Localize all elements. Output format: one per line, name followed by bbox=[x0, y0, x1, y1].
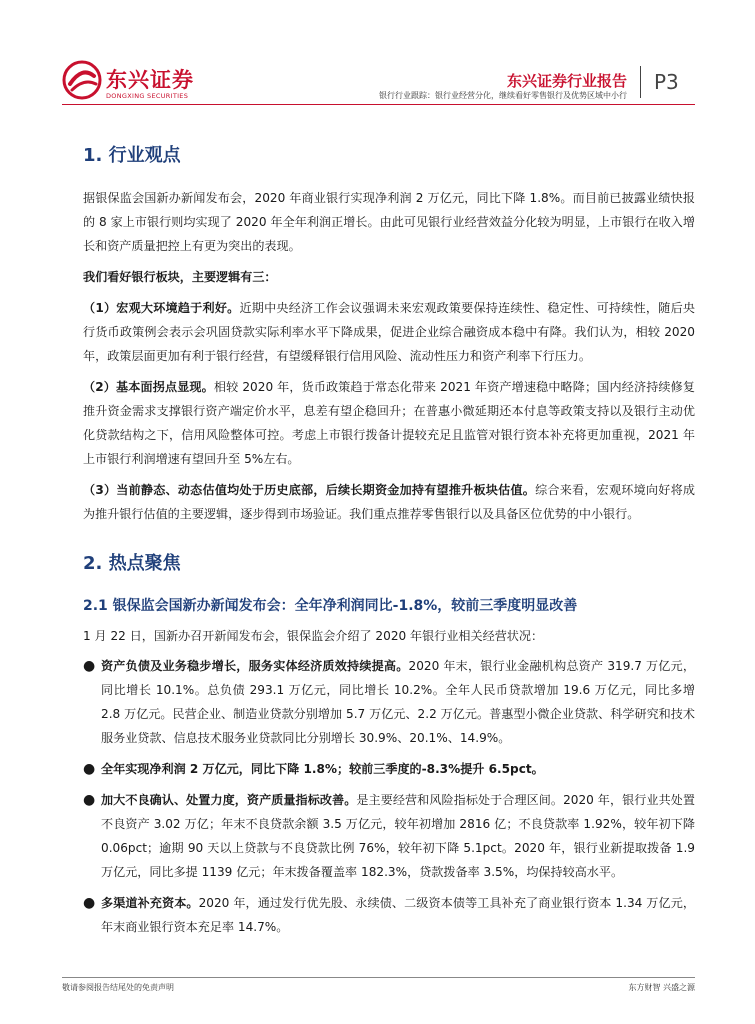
list-item bbox=[83, 654, 695, 750]
section-2-1-title: 2.1 银保监会国新办新闻发布会：全年净利润同比-1.8%，较前三季度明显改善 bbox=[83, 598, 578, 614]
logo-text-cn: 东兴证券 bbox=[106, 68, 194, 92]
point-1 bbox=[83, 296, 695, 368]
section-1-intro: 据银保监会国新办新闻发布会，2020 年商业银行实现净利润 2 万亿元，同比下降 1.8%。而目前已披露业绩快报的 8 家上市银行则均实现了 2020 年全年利润正增长。由此可见银行业经营效益分化较为明显，上市银行在收入增长和资产质量把控上有更为突出的表现。 bbox=[83, 191, 695, 253]
logo-mark-icon bbox=[62, 60, 102, 100]
bullet-2-head: 全年实现净利润 2 万亿元，同比下降 1.8%；较前三季度的-8.3%提升 6.5pct。 bbox=[101, 762, 544, 776]
company-logo bbox=[62, 60, 242, 106]
header-rule bbox=[62, 104, 695, 105]
page-header bbox=[0, 0, 755, 118]
point-2 bbox=[83, 375, 695, 471]
list-item bbox=[83, 891, 695, 939]
header-divider bbox=[640, 66, 641, 98]
point-1-body: 近期中央经济工作会议强调未来宏观政策要保持连续性、稳定性、可持续性，随后央行货币政策例会表示会巩固贷款实际利率水平下降成果，促进企业综合融资成本稳中有降。我们认为，相较 2020 年，政策层面更加有利于银行经营，有望缓释银行信用风险、流动性压力和资产利率下行压力。 bbox=[83, 301, 695, 363]
main-content bbox=[83, 140, 695, 939]
point-2-body: 相较 2020 年，货币政策趋于常态化带来 2021 年资产增速稳中略降；国内经济持续修复推升资金需求支撑银行资产端定价水平，息差有望企稳回升；在普惠小微延期还本付息等政策支持以及银行主动优化贷款结构之下，信用风险整体可控。考虑上市银行拨备计提较充足且监管对银行资本补充将更加重视，2021 年上市银行利润增速有望回升至 5%左右。 bbox=[83, 380, 695, 466]
footer-disclaimer: 敬请参阅报告结尾处的免责声明 bbox=[62, 983, 174, 992]
bullet-4-head: 多渠道补充资本。 bbox=[101, 896, 199, 910]
bullet-1-body: 2020 年末，银行业金融机构总资产 319.7 万亿元，同比增长 10.1%。总负债 293.1 万亿元，同比增长 10.2%。全年人民币贷款增加 19.6 万亿元，同比多增 2.8 万亿元。民营企业、制造业贷款分别增加 5.7 万亿元、2.2 万亿元。普惠型小微企业贷款、科学研究和技术服务业贷款、信息技术服务业贷款同比分别增长 30.9%、20.1%、14.9%。 bbox=[101, 659, 695, 745]
section-2-intro: 1 月 22 日，国新办召开新闻发布会，银保监会介绍了 2020 年银行业相关经营状况： bbox=[83, 629, 544, 643]
bullet-icon: ● bbox=[83, 761, 96, 777]
page-number: P3 bbox=[654, 70, 679, 94]
point-2-head: （2）基本面拐点显现。 bbox=[83, 380, 214, 394]
bullet-3-body: 是主要经营和风险指标处于合理区间。2020 年，银行业共处置不良资产 3.02 万亿；年末不良贷款余额 3.5 万亿元，较年初增加 2816 亿；不良贷款率 1.92%，较年初下降 0.06pct；逾期 90 天以上贷款与不良贷款比例 76%，较年初下降 5.1pct。2020 年，银行业新提取拨备 1.9 万亿元，同比多提 1139 亿元；年末拨备覆盖率 182.3%，贷款拨备率 3.5%，均保持较高水平。 bbox=[101, 793, 695, 879]
list-item bbox=[83, 788, 695, 884]
bullet-1-head: 资产负债及业务稳步增长，服务实体经济质效持续提高。 bbox=[101, 659, 409, 673]
list-item bbox=[83, 757, 695, 781]
section-2-title: 2. 热点聚焦 bbox=[83, 553, 181, 574]
logo-text-en: DONGXING SECURITIES bbox=[106, 92, 189, 100]
report-subtitle: 银行行业跟踪：银行业经营分化，继续看好零售银行及优势区域中小行 bbox=[379, 91, 627, 100]
report-title: 东兴证券行业报告 bbox=[506, 72, 627, 90]
footer-slogan: 东方财智 兴盛之源 bbox=[628, 983, 695, 992]
point-1-head: （1）宏观大环境趋于利好。 bbox=[83, 301, 240, 315]
point-3-head: （3）当前静态、动态估值均处于历史底部，后续长期资金加持有望推升板块估值。 bbox=[83, 483, 536, 497]
section-1-title: 1. 行业观点 bbox=[83, 145, 181, 166]
bullet-3-head: 加大不良确认、处置力度，资产质量指标改善。 bbox=[101, 793, 357, 807]
point-3-body: 综合来看，宏观环境向好将成为推升银行估值的主要逻辑，逐步得到市场验证。我们重点推荐零售银行以及具备区位优势的中小银行。 bbox=[83, 483, 695, 521]
bullet-icon: ● bbox=[83, 658, 96, 674]
bullet-icon: ● bbox=[83, 895, 96, 911]
logic-title: 我们看好银行板块，主要逻辑有三： bbox=[83, 270, 277, 284]
bullet-list bbox=[83, 654, 695, 939]
point-3 bbox=[83, 478, 695, 526]
bullet-icon: ● bbox=[83, 792, 96, 808]
bullet-4-body: 2020 年，通过发行优先股、永续债、二级资本债等工具补充了商业银行资本 1.34 万亿元，年末商业银行资本充足率 14.7%。 bbox=[101, 896, 695, 934]
footer-rule bbox=[62, 977, 695, 978]
